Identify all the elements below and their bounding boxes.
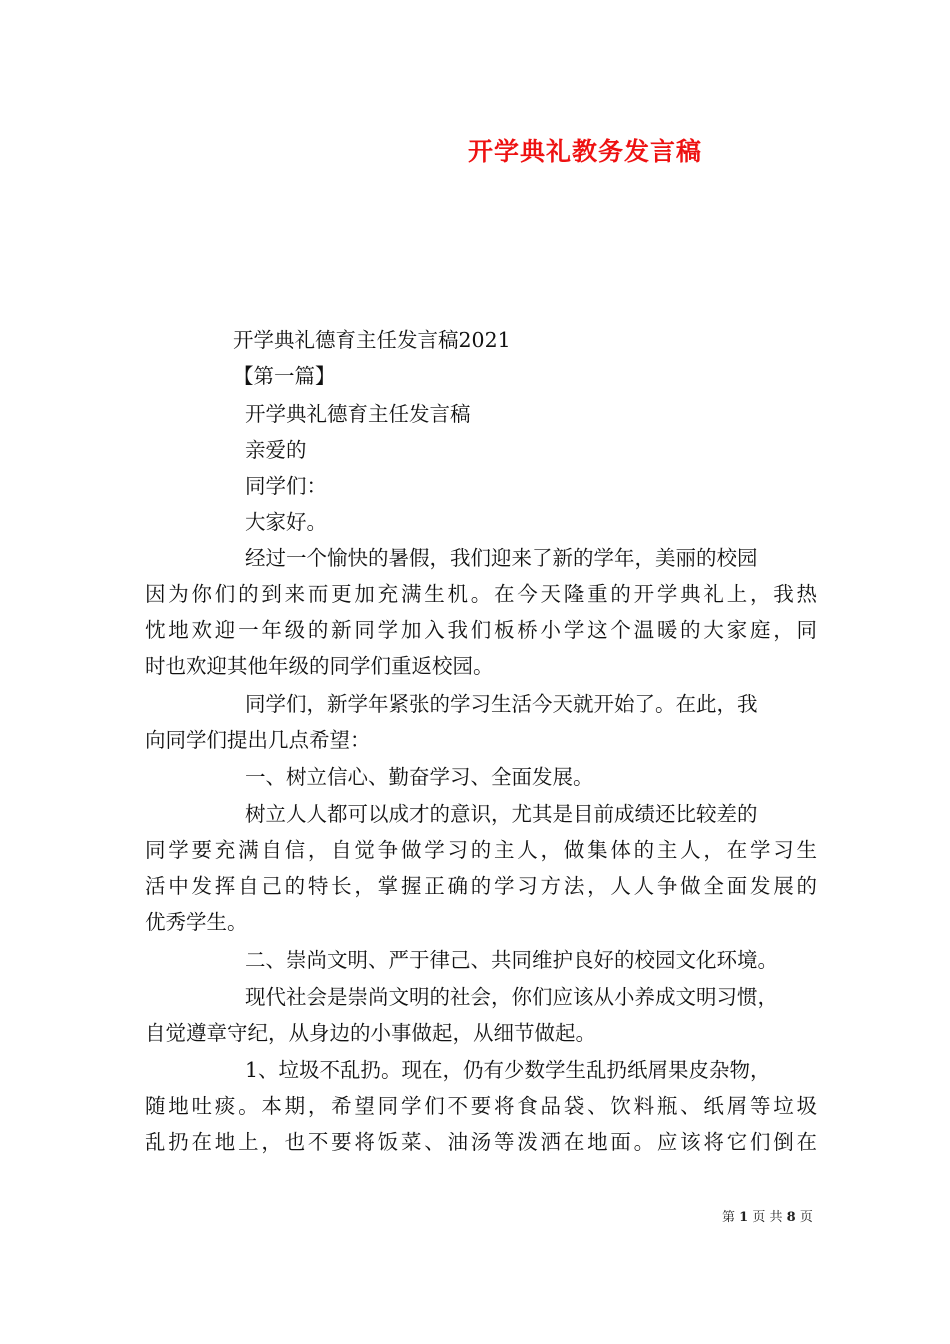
paragraph-line: 因为你们的到来而更加充满生机。在今天隆重的开学典礼上，我热 [145, 582, 817, 606]
footer-page-number: 1 [739, 1210, 749, 1225]
paragraph-line: 向同学们提出几点希望： [145, 728, 371, 752]
page-footer [722, 1206, 813, 1225]
paragraph-line: 1、垃圾不乱扔。现在，仍有少数学生乱扔纸屑果皮杂物， [245, 1058, 771, 1082]
footer-prefix: 第 [722, 1210, 736, 1225]
paragraph-line: 经过一个愉快的暑假，我们迎来了新的学年，美丽的校园 [245, 546, 758, 570]
footer-middle: 页 共 [752, 1210, 783, 1225]
paragraph-line: 同学们，新学年紧张的学习生活今天就开始了。在此，我 [245, 692, 758, 716]
point-heading-1: 一、树立信心、勤奋学习、全面发展。 [245, 765, 594, 789]
paragraph-line: 时也欢迎其他年级的同学们重返校园。 [145, 654, 494, 678]
paragraph-line: 忱地欢迎一年级的新同学加入我们板桥小学这个温暖的大家庭，同 [145, 618, 817, 642]
paragraph-line: 随地吐痰。本期，希望同学们不要将食品袋、饮料瓶、纸屑等垃圾 [145, 1094, 817, 1118]
point-heading-2: 二、崇尚文明、严于律己、共同维护良好的校园文化环境。 [245, 948, 778, 972]
paragraph-line: 乱扔在地上，也不要将饭菜、油汤等泼洒在地面。应该将它们倒在 [145, 1130, 817, 1154]
speech-heading: 开学典礼德育主任发言稿 [245, 402, 471, 426]
greeting-line-2: 同学们： [245, 474, 327, 498]
greeting-line-3: 大家好。 [245, 510, 327, 534]
paragraph-line: 自觉遵章守纪，从身边的小事做起，从细节做起。 [145, 1021, 596, 1045]
paragraph-line: 同学要充满自信，自觉争做学习的主人，做集体的主人，在学习生 [145, 838, 817, 862]
paragraph-line: 优秀学生。 [145, 910, 248, 934]
paragraph-line: 现代社会是崇尚文明的社会，你们应该从小养成文明习惯， [245, 985, 778, 1009]
greeting-line-1: 亲爱的 [245, 438, 307, 462]
paragraph-line: 树立人人都可以成才的意识，尤其是目前成绩还比较差的 [245, 802, 758, 826]
subtitle: 开学典礼德育主任发言稿2021 [233, 328, 511, 352]
footer-suffix: 页 [799, 1210, 813, 1225]
section-label: 【第一篇】 [233, 364, 336, 388]
document-title: 开学典礼教务发言稿 [468, 137, 703, 166]
paragraph-line: 活中发挥自己的特长，掌握正确的学习方法，人人争做全面发展的 [145, 874, 817, 898]
footer-total-pages: 8 [786, 1210, 796, 1225]
